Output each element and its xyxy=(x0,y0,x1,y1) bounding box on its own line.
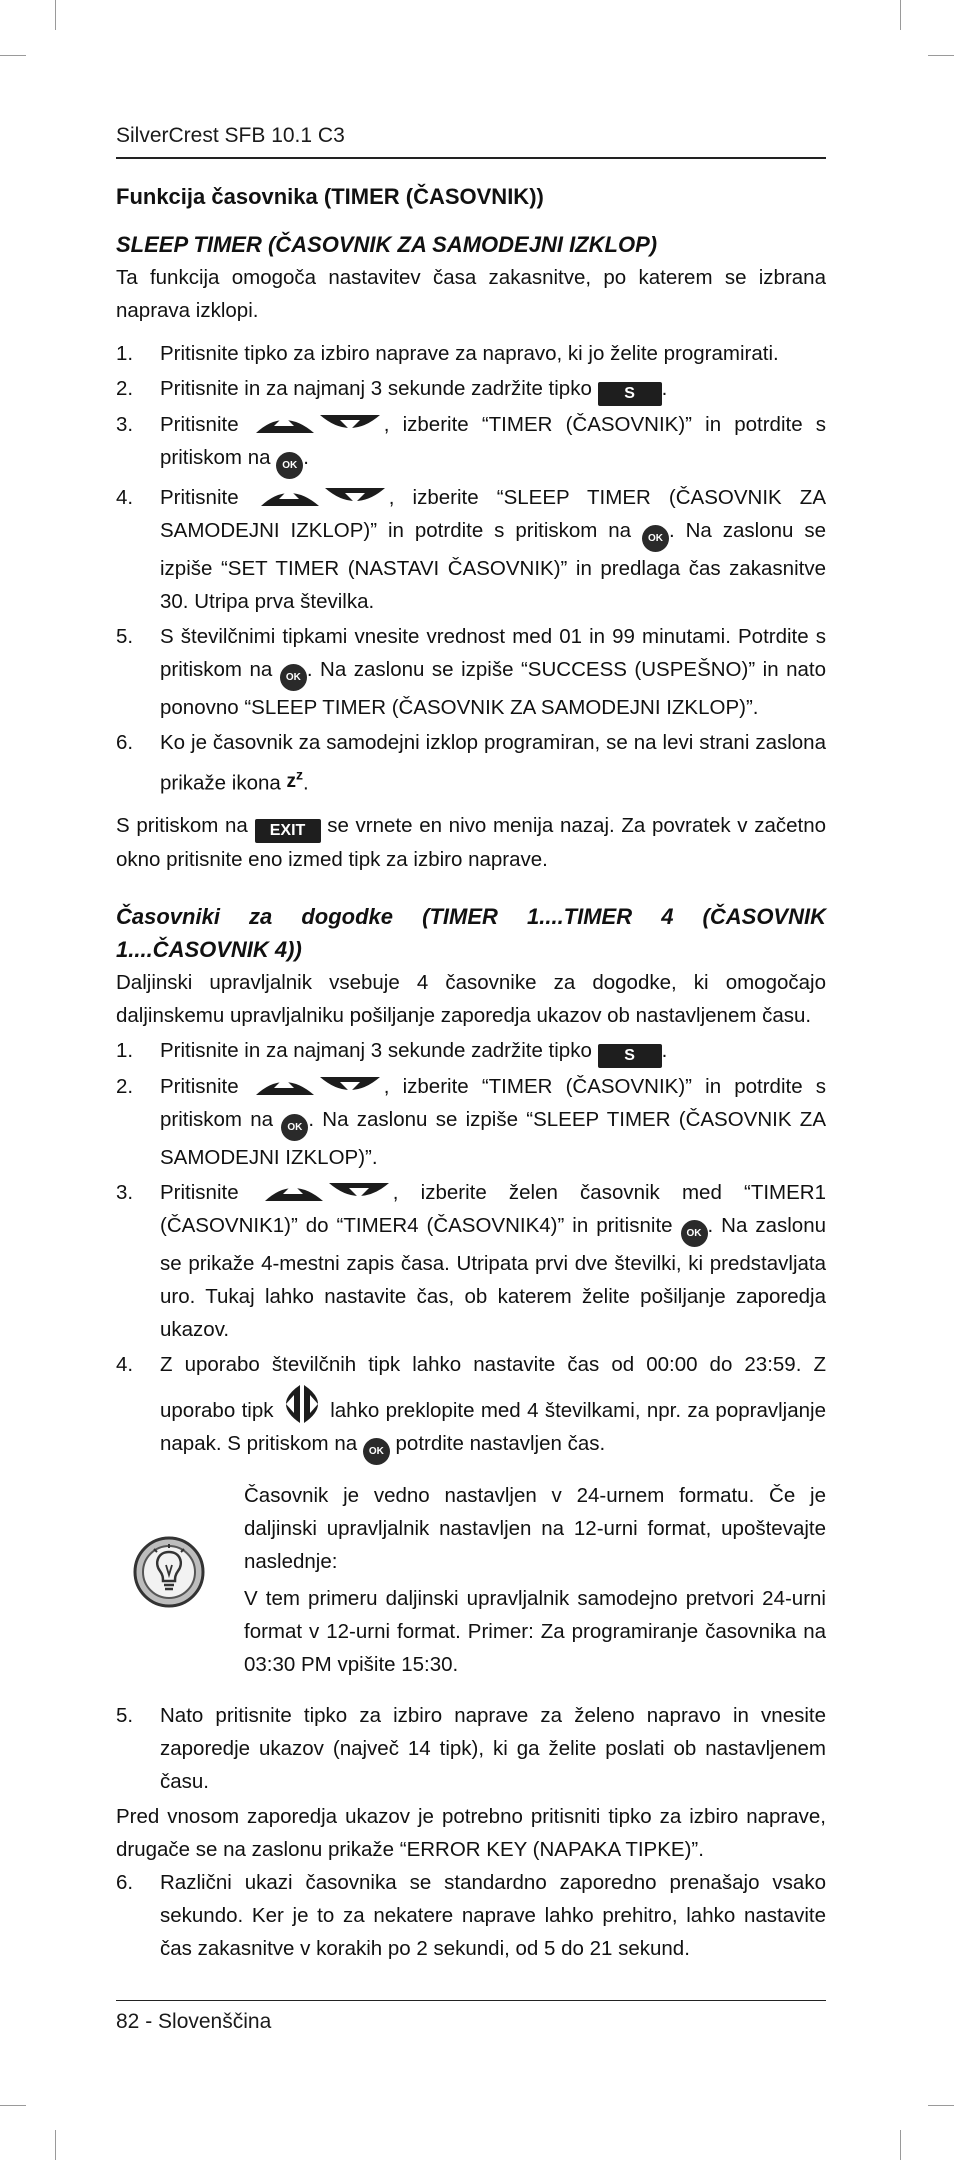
step-item: 1. Pritisnite tipko za izbiro naprave za napravo, ki jo želite programirati. xyxy=(116,342,779,365)
page-footer: 82 - Slovenščina xyxy=(116,2010,272,2033)
step-item: 4. Z uporabo številčnih tipk lahko nastavite čas od 00:00 do 23:59. Z uporabo tipk lahko preklopite med 4 številkami, npr. za popravljanje napak. S pritiskom na OK potrdite nastavljen čas. xyxy=(116,1348,826,1465)
running-header: SilverCrest SFB 10.1 C3 xyxy=(116,124,345,147)
step-item: 2. Pritisnite in za najmanj 3 sekunde zadržite tipko S . xyxy=(116,372,826,406)
crop-mark xyxy=(900,0,901,30)
exit-paragraph: S pritiskom na EXIT se vrnete en nivo menija nazaj. Za povratek v začetno okno pritisnite eno izmed tipk za izbiro naprave. xyxy=(116,814,827,872)
ok-button-icon: OK xyxy=(363,1438,390,1465)
crop-mark xyxy=(900,2130,901,2160)
up-down-arrows-icon xyxy=(252,1073,384,1099)
section-title: Funkcija časovnika (TIMER (ČASOVNIK)) xyxy=(116,184,544,209)
page-content xyxy=(116,180,826,1975)
step-item: 6. Ko je časovnik za samodejni izklop programiran, se na levi strani zaslona prikaže ikona $z^z$. xyxy=(116,731,826,795)
step-item: 4. Pritisnite , izberite “SLEEP TIMER (ČASOVNIK ZA SAMODEJNI IZKLOP)” in potrdite s pritiskom na OK . Na zaslonu se izpiše “SET TIMER (NASTAVI ČASOVNIK)” in predlaga čas zakasnitve 30. Utripa prva številka. xyxy=(116,486,826,613)
device-key-paragraph: Pred vnosom zaporedja ukazov je potrebno pritisniti tipko za izbiro naprave, drugače se na zaslonu prikaže “ERROR KEY (NAPAKA TIPKE)”. xyxy=(116,1805,826,1862)
ok-button-icon: OK xyxy=(276,452,303,479)
crop-mark xyxy=(0,2105,26,2106)
ok-button-icon: OK xyxy=(681,1220,708,1247)
step-item: 3. Pritisnite , izberite želen časovnik med “TIMER1 (ČASOVNIK1)” do “TIMER4 (ČASOVNIK4)” in pritisnite OK . Na zaslonu se prikaže 4-mestni zapis časa. Utripata prvi dve številki, ki predstavljata uro. Tukaj lahko nastavite čas, ob katerem želite pošiljanje zaporedja ukazov. xyxy=(116,1181,827,1342)
event-steps-continued xyxy=(116,1699,826,1798)
step-item: 3. Pritisnite , izberite “TIMER (ČASOVNIK)” in potrdite s pritiskom na OK . xyxy=(116,408,826,479)
sleep-timer-heading: SLEEP TIMER (ČASOVNIK ZA SAMODEJNI IZKLOP) xyxy=(116,232,658,257)
step-item: 6. Različni ukazi časovnika se standardno zaporedno prenašajo vsako sekundo. Ker je to za nekatere naprave lahko prehitro, lahko nastavite čas zakasnitve v korakih po 2 sekundi, od 5 do 21 sekund. xyxy=(116,1871,826,1961)
info-note xyxy=(116,1479,826,1681)
note-paragraph: V tem primeru daljinski upravljalnik samodejno pretvori 24-urni format v 12-urni format. Primer: Za programiranje časovnika na 03:30 PM vpišite 15:30. xyxy=(244,1587,826,1677)
step-item: 2. Pritisnite , izberite “TIMER (ČASOVNIK)” in potrdite s pritiskom na OK . Na zaslonu se izpiše “SLEEP TIMER (ČASOVNIK ZA SAMODEJNI IZKLOP)”. xyxy=(116,1075,827,1170)
footer-rule xyxy=(116,2000,826,2001)
s-key-icon: S xyxy=(598,382,662,406)
crop-mark xyxy=(928,55,954,56)
event-timers-heading: Časovniki za dogodke (TIMER 1....TIMER 4 (ČASOVNIK 1....ČASOVNIK 4)) xyxy=(116,904,826,963)
step-item: 1. Pritisnite in za najmanj 3 sekunde zadržite tipko S . xyxy=(116,1034,826,1068)
note-text xyxy=(244,1479,826,1681)
left-right-arrows-icon xyxy=(280,1381,324,1427)
s-key-icon: S xyxy=(598,1044,662,1068)
ok-button-icon: OK xyxy=(280,664,307,691)
sleep-intro: Ta funkcija omogoča nastavitev časa zakasnitve, po katerem se izbrana naprava izklopi. xyxy=(116,266,826,322)
ok-button-icon: OK xyxy=(642,525,669,552)
header-rule xyxy=(116,157,826,159)
sleep-steps xyxy=(116,337,826,799)
lightbulb-icon xyxy=(132,1535,206,1609)
crop-mark xyxy=(55,2130,56,2160)
events-intro: Daljinski upravljalnik vsebuje 4 časovnike za dogodke, ki omogočajo daljinskemu upravljalniku pošiljanje zaporedja ukazov ob nastavljenem času. xyxy=(116,971,826,1028)
up-down-arrows-icon xyxy=(252,411,384,437)
up-down-arrows-icon xyxy=(257,484,389,510)
event-steps-final xyxy=(116,1866,826,1965)
event-steps xyxy=(116,1034,826,1465)
up-down-arrows-icon xyxy=(261,1179,393,1205)
crop-mark xyxy=(0,55,26,56)
ok-button-icon: OK xyxy=(281,1114,308,1141)
exit-key-icon: EXIT xyxy=(255,819,321,843)
crop-mark xyxy=(55,0,56,30)
crop-mark xyxy=(928,2105,954,2106)
sleep-zz-icon: $z^z$ xyxy=(286,767,303,793)
note-paragraph: Časovnik je vedno nastavljen v 24-urnem formatu. Če je daljinski upravljalnik nastavljen na 12-urni format, upoštevajte naslednje: xyxy=(244,1484,826,1574)
step-item: 5. S številčnimi tipkami vnesite vrednost med 01 in 99 minutami. Potrdite s pritiskom na OK . Na zaslonu se izpiše “SUCCESS (USPEŠNO)” in nato ponovno “SLEEP TIMER (ČASOVNIK ZA SAMODEJNI IZKLOP)”. xyxy=(116,625,827,719)
step-item: 5. Nato pritisnite tipko za izbiro naprave za želeno napravo in vnesite zaporedje ukazov (največ 14 tipk), ki ga želite poslati ob nastavljenem času. xyxy=(116,1704,826,1794)
